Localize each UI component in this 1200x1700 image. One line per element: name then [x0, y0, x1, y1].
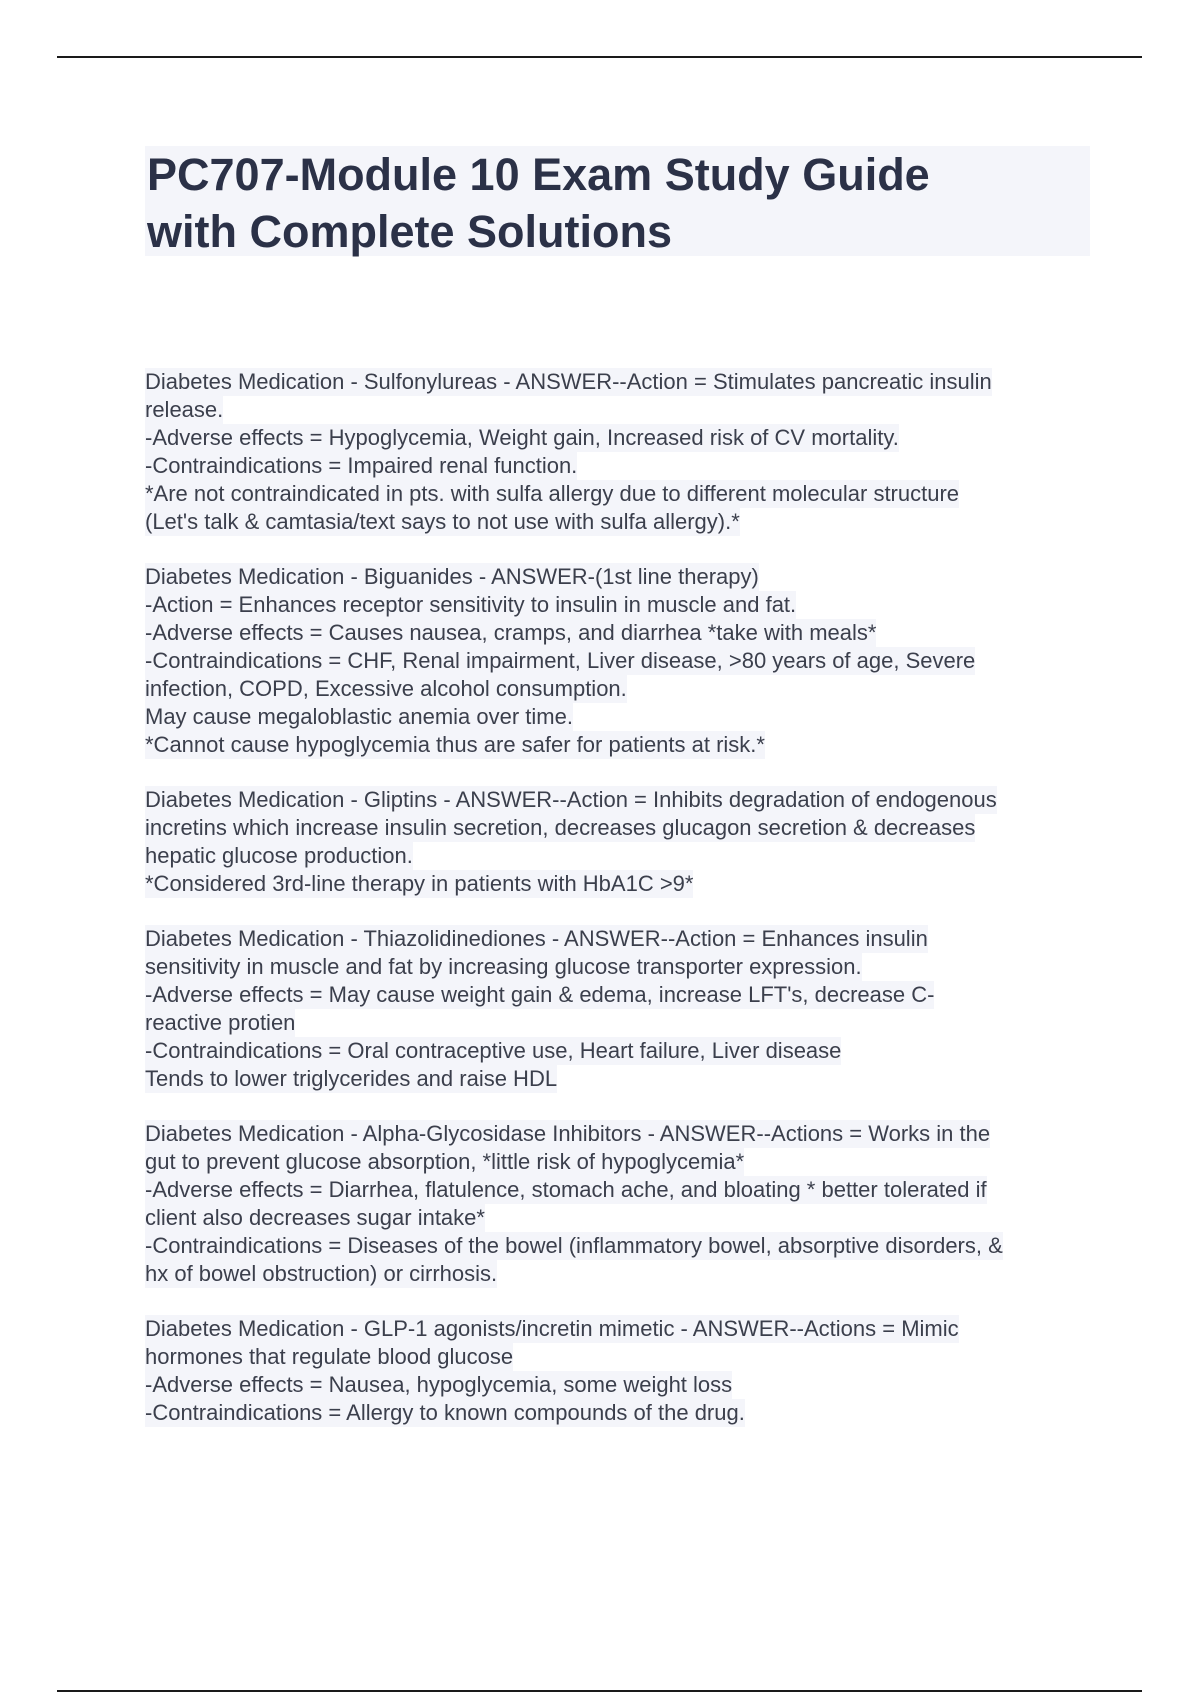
entry-line: Tends to lower triglycerides and raise HDL — [145, 1066, 558, 1091]
qa-entry-gliptins — [145, 786, 1095, 898]
entry-line: hx of bowel obstruction) or cirrhosis. — [145, 1261, 498, 1286]
entry-line: *Are not contraindicated in pts. with sulfa allergy due to different molecular structure — [145, 481, 960, 506]
entry-line: release. — [145, 397, 224, 422]
entry-line: infection, COPD, Excessive alcohol consumption. — [145, 676, 627, 701]
entry-line: -Adverse effects = Diarrhea, flatulence, stomach ache, and bloating * better tolerated if — [145, 1177, 987, 1202]
entry-line: -Contraindications = Impaired renal function. — [145, 453, 578, 478]
entry-line: -Contraindications = CHF, Renal impairment, Liver disease, >80 years of age, Severe — [145, 648, 976, 673]
entry-line: -Adverse effects = Hypoglycemia, Weight gain, Increased risk of CV mortality. — [145, 425, 899, 450]
entry-line: hormones that regulate blood glucose — [145, 1344, 514, 1369]
entry-line: gut to prevent glucose absorption, *little risk of hypoglycemia* — [145, 1149, 745, 1174]
entry-line: -Contraindications = Oral contraceptive use, Heart failure, Liver disease — [145, 1038, 842, 1063]
entry-line: (Let's talk & camtasia/text says to not use with sulfa allergy).* — [145, 509, 740, 534]
entry-line: Diabetes Medication - Alpha-Glycosidase Inhibitors - ANSWER--Actions = Works in the — [145, 1121, 991, 1146]
entry-line: -Action = Enhances receptor sensitivity to insulin in muscle and fat. — [145, 592, 797, 617]
entry-line: -Adverse effects = May cause weight gain & edema, increase LFT's, decrease C- — [145, 982, 935, 1007]
entry-line: -Contraindications = Allergy to known compounds of the drug. — [145, 1400, 745, 1425]
entry-line: incretins which increase insulin secretion, decreases glucagon secretion & decreases — [145, 815, 976, 840]
qa-entry-thiazolidinediones — [145, 925, 1095, 1093]
entry-line: -Adverse effects = Nausea, hypoglycemia, some weight loss — [145, 1372, 733, 1397]
entry-line: Diabetes Medication - Gliptins - ANSWER--Action = Inhibits degradation of endogenous — [145, 787, 997, 812]
entry-line: *Cannot cause hypoglycemia thus are safer for patients at risk.* — [145, 732, 765, 757]
entry-line: reactive protien — [145, 1010, 296, 1035]
study-guide-content — [145, 368, 1095, 1454]
entry-line: Diabetes Medication - Biguanides - ANSWER-(1st line therapy) — [145, 564, 759, 589]
entry-line: client also decreases sugar intake* — [145, 1205, 485, 1230]
title-line: with Complete Solutions — [147, 206, 672, 257]
entry-line: *Considered 3rd-line therapy in patients with HbA1C >9* — [145, 871, 694, 896]
entry-line: -Contraindications = Diseases of the bowel (inflammatory bowel, absorptive disorders, & — [145, 1233, 1003, 1258]
entry-line: Diabetes Medication - Thiazolidinediones - ANSWER--Action = Enhances insulin — [145, 926, 928, 951]
qa-entry-sulfonylureas — [145, 368, 1095, 536]
entry-line: Diabetes Medication - Sulfonylureas - ANSWER--Action = Stimulates pancreatic insulin — [145, 369, 992, 394]
entry-line: -Adverse effects = Causes nausea, cramps, and diarrhea *take with meals* — [145, 620, 877, 645]
title-line: PC707-Module 10 Exam Study Guide — [147, 149, 930, 200]
qa-entry-alpha-glycosidase-inhibitors — [145, 1120, 1095, 1288]
title-block — [145, 146, 1090, 256]
bottom-rule — [57, 1690, 1142, 1692]
document-title — [145, 146, 1090, 260]
qa-entry-glp1-agonists — [145, 1315, 1095, 1427]
entry-line: Diabetes Medication - GLP-1 agonists/incretin mimetic - ANSWER--Actions = Mimic — [145, 1316, 959, 1341]
entry-line: May cause megaloblastic anemia over time. — [145, 704, 573, 729]
entry-line: sensitivity in muscle and fat by increasing glucose transporter expression. — [145, 954, 862, 979]
entry-line: hepatic glucose production. — [145, 843, 413, 868]
top-rule — [57, 56, 1142, 58]
qa-entry-biguanides — [145, 563, 1095, 759]
